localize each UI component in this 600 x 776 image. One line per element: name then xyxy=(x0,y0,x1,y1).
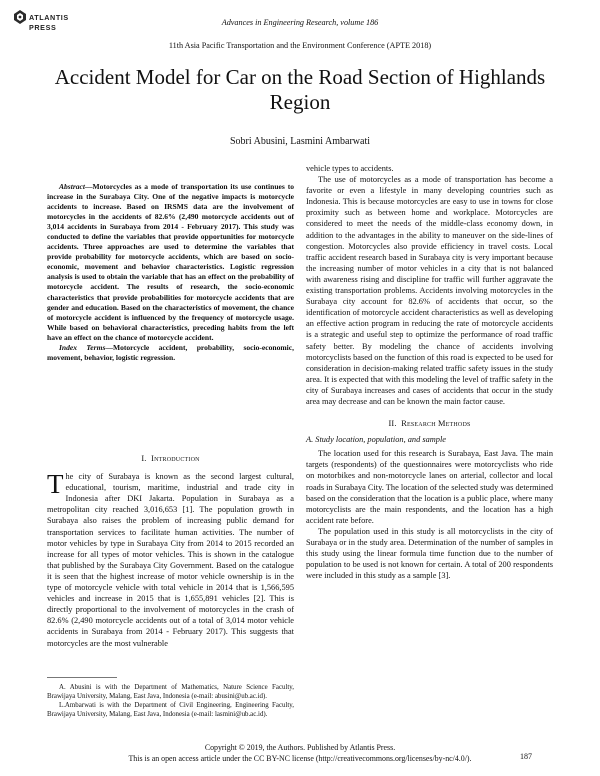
logo-line-1: ATLANTIS xyxy=(29,13,69,22)
research-methods-heading-text: Research Methods xyxy=(401,419,471,429)
abstract-block xyxy=(47,182,294,363)
methods-paragraph-2: The population used in this study is all motorcyclists in the city of Surabaya or in the study area. Determination of the number of samples in this study using the linear formula time function due to the number of population to be used is not known for certain. A total of 200 respondents were included in this study as a sample [3]. xyxy=(306,526,553,581)
copyright-line: Copyright © 2019, the Authors. Published by Atlantis Press. xyxy=(204,743,396,752)
series-header: Advances in Engineering Research, volume 186 xyxy=(221,18,379,27)
footnotes xyxy=(47,683,294,719)
right-column xyxy=(306,163,553,581)
paper-title: Accident Model for Car on the Road Section of Highlands Region xyxy=(54,65,546,114)
abstract-paragraph xyxy=(47,182,294,343)
introduction-paragraph-2: The use of motorcycles as a mode of transportation has become a favorite or even a lifestyle in many developing countries such as Indonesia. This is because motorcycles are easy to use in towns for close proximity such as between home and workplace. Motorcycles are considered to meet the needs of the middle-class economy down, in addition to the advantages in the ability to maneuver on the side-lines of congestion. Motorcycles also provide efficiency in travel costs. Local traffic accident research based in Surabaya city is very important because the increasing number of motor vehicles in a city that is not balanced with awareness rising and discipline for traffic will further aggravate the existing transportation problems. Accidents involving motorcycles in the Surabaya city account for 82.6% of accidents that occur, so the identification of motorcycle accident characteristics as well as developing an effective action program in reducing the rate of motorcycle accidents is a strategic and useful step to optimize the performance of road traffic safety better. By modeling the chance of accidents involving motorcyclists based on the function of this road is expected to be used for consideration in decision-making related traffic safety issues in the study area. It is expected that with this modeling the level of traffic safety in the city of Surabaya increases and cases of accidents that occur in the study area may decrease and can be known the main factor cause. xyxy=(306,175,553,406)
introduction-paragraph-1-continued: vehicle types to accidents. xyxy=(306,164,394,173)
methods-paragraph-1: The location used for this research is Surabaya, East Java. The main targets (respondents) of the questionnaires were motorcyclists who ride on motorbikes and non-motorcycle lanes on arterial, collector and local roads in Surabaya City. The location of the selected study was determined based on the consideration that the location is a public place, where many motorcyclists are the main respondents, and the location has a high accident rate before. xyxy=(306,449,553,525)
abstract-text: —Motorcycles as a mode of transportation its use continues to increase in the Surabaya City. One of the negative impacts is motorcycle accidents to increase. Based on IRSMS data are the involvement of motorcycles in the accidents of 82.6% (2,490 motorcycle accidents out of 3,014 accidents in Surabaya from 2014 - February 2017). This study was conducted to define the variables that provide opportunities for motorcycle accidents. Three approaches are used to determine the variables that provide probability for motorcycle accidents, which are based on socio-economic, movement and behavior characteristics. Logistic regression analysis is used to obtain the variable that has an effect on the probability of motorcycle accident. The results of research, the socio-economic characteristics that provide probabilities for motorcycle accidents that are gender and education. Based on the characteristics of movement, the chance of motorcycle accident is influenced by the frequency of motorcycle usage. While based on behavioral characteristics, preceding habits from the left have an effect on the chance of motorcycle accident. xyxy=(47,182,294,342)
introduction-heading-number: I. xyxy=(141,454,147,463)
footnote-rule xyxy=(47,677,117,678)
introduction-paragraph-1-text: he city of Surabaya is known as the second largest cultural, educational, tourism, maritime, industrial and trade city in Indonesia after DKI Jakarta. Population in Surabaya as a metropolitan city reached 3,016,653 [1]. The population growth in Surabaya also raises the problem of increasing public demand for transportation services to facilitate human activities. The number of motor vehicles by type in Surabaya City from 2014 to 2015 recorded an increase for all types of motor vehicles. This is shown in the catalogue that published by the Surabaya City Government. Based on the catalogue it is seen that the highest increase of motor vehicle ownership is in the type of motorcycle vehicle with total vehicle in 2014 that is 1,566,595 vehicles and increase in 2015 that is 1,655,891 vehicles [2]. This is directly proportional to the involvement of motorcycles in the crash of 82.6% (2,490 motorcycle accidents out of a total of 3,014 motor vehicle accidents in Surabaya from 2014 - February 2017). This suggests that motorcycles are the most vulnerable xyxy=(47,472,294,648)
footnote-author-2: L.Ambarwati is with the Department of Civil Engineering, Engineering Faculty, Brawijaya University, Malang, East Java, Indonesia (e-mail: lasmini@ub.ac.id). xyxy=(47,702,294,719)
research-methods-heading xyxy=(306,418,553,429)
page-number: 187 xyxy=(520,752,532,761)
drop-cap: T xyxy=(47,469,64,500)
paper-authors: Sobri Abusini, Lasmini Ambarwati xyxy=(230,136,370,147)
index-terms-text: —Motorcycle accident, probability, socio-economic, movement, behavior, logistic regression. xyxy=(47,342,294,362)
introduction-heading xyxy=(47,453,294,464)
index-terms-label: Index Terms xyxy=(59,342,106,352)
introduction-section xyxy=(47,453,294,649)
footnote-author-1: A. Abusini is with the Department of Mathematics, Nature Science Faculty, Brawijaya University, Malang, East Java, Indonesia (e-mail: abusini@ub.ac.id). xyxy=(47,684,294,701)
logo-line-2: PRESS xyxy=(29,23,57,32)
research-methods-heading-number: II. xyxy=(388,419,397,429)
abstract-label: Abstract xyxy=(59,182,85,191)
conference-header: 11th Asia Pacific Transportation and the Environment Conference (APTE 2018) xyxy=(168,41,432,50)
study-location-subheading: A. Study location, population, and sample xyxy=(306,435,446,445)
index-terms-paragraph xyxy=(47,343,294,363)
introduction-heading-text: Introduction xyxy=(151,454,200,463)
license-line: This is an open access article under the CC BY-NC license (http://creativecommons.org/licenses/by-nc/4.0/). xyxy=(128,754,472,763)
introduction-paragraph-1 xyxy=(47,471,294,649)
